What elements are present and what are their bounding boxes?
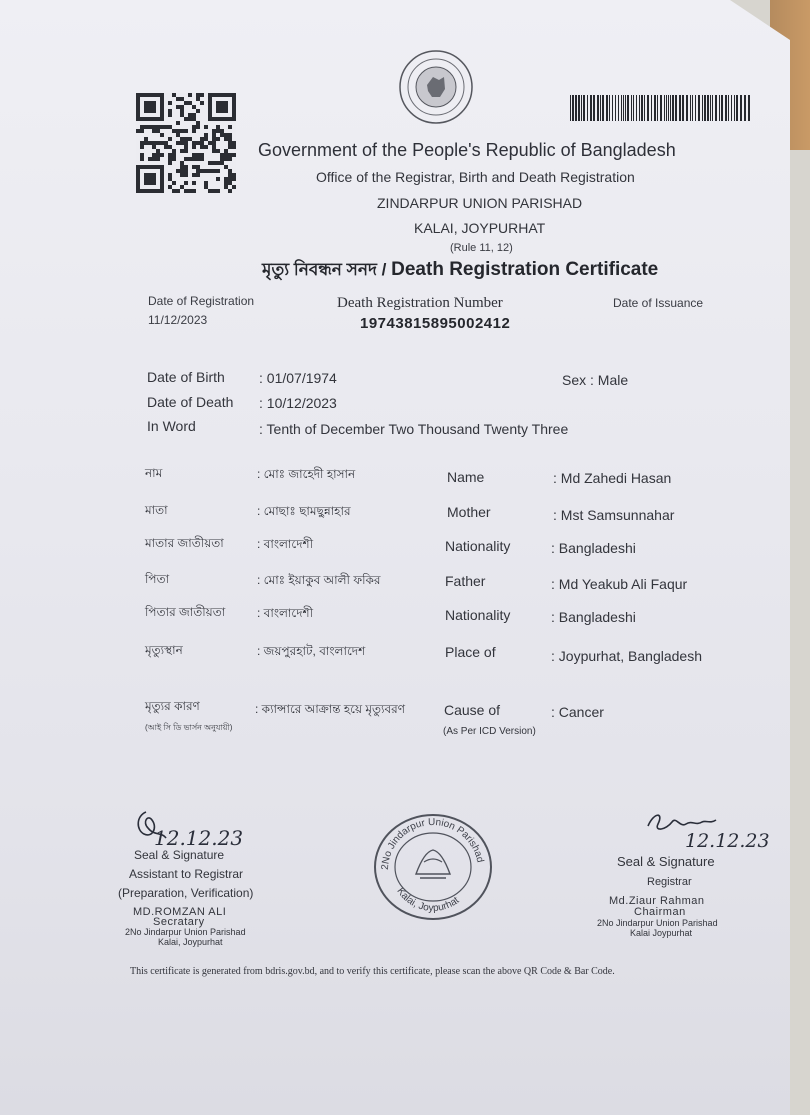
mother-en-label: Mother xyxy=(447,504,491,520)
government-heading: Government of the People's Republic of Bangladesh xyxy=(258,140,676,160)
dod-value: : 10/12/2023 xyxy=(259,395,337,411)
inword-label: In Word xyxy=(147,418,196,434)
office-heading: Office of the Registrar, Birth and Death Registration xyxy=(316,169,635,185)
svg-text:Kalai, Joypurhat xyxy=(394,886,461,914)
union-heading: ZINDARPUR UNION PARISHAD xyxy=(377,195,583,211)
government-emblem xyxy=(397,47,475,127)
cause-bn-note: (আই সি ডি ভার্সন অনুযায়ী) xyxy=(145,723,233,732)
mother-bn-value: : মোছাঃ ছামছুন্নাহার xyxy=(257,504,351,518)
name-bn-value: : মোঃ জাহেদী হাসান xyxy=(257,467,356,481)
mother-nationality-bn-value: : বাংলাদেশী xyxy=(257,537,314,551)
cause-en-value: : Cancer xyxy=(551,704,604,720)
father-bn-label: পিতা xyxy=(145,572,170,586)
father-nationality-en-value: : Bangladeshi xyxy=(551,609,636,625)
place-bn-value: : জয়পুরহাট, বাংলাদেশ xyxy=(257,644,366,658)
mother-nationality-bn-label: মাতার জাতীয়তা xyxy=(145,536,224,550)
left-signatory-org: 2No Jindarpur Union Parishad xyxy=(125,927,246,937)
certificate-title xyxy=(262,257,658,285)
dob-value: : 01/07/1974 xyxy=(259,370,337,386)
mother-nationality-en-value: : Bangladeshi xyxy=(551,540,636,556)
right-role: Registrar xyxy=(647,876,692,888)
mother-bn-label: মাতা xyxy=(145,503,168,517)
dob-label: Date of Birth xyxy=(147,369,225,385)
registration-date-label: Date of Registration xyxy=(148,294,255,308)
title-bengali: মৃত্যু নিবন্ধন সনদ / xyxy=(262,260,392,279)
left-handwritten-date: 12.12.23 xyxy=(154,826,244,850)
father-nationality-en-label: Nationality xyxy=(445,607,511,623)
registration-number-value: 19743815895002412 xyxy=(360,315,511,332)
mother-en-value: : Mst Samsunnahar xyxy=(553,507,675,523)
rule-reference: (Rule 11, 12) xyxy=(450,242,513,254)
left-role: Assistant to Registrar xyxy=(129,867,244,881)
right-signatory-designation: Chairman xyxy=(634,906,686,918)
right-signatory-name: Md.Ziaur Rahman xyxy=(609,895,705,907)
right-handwritten-date: 12.12.23 xyxy=(685,830,770,852)
left-role-note: (Preparation, Verification) xyxy=(118,886,254,900)
seal-bottom-text: Kalai, Joypurhat xyxy=(394,885,462,914)
left-signatory-place: Kalai, Joypurhat xyxy=(158,937,223,947)
right-signatory-org: 2No Jindarpur Union Parishad xyxy=(597,918,718,928)
barcode xyxy=(570,95,752,121)
left-seal-label: Seal & Signature xyxy=(134,848,225,862)
left-signatory-designation: Secratary xyxy=(153,916,205,928)
title-english: Death Registration Certificate xyxy=(391,259,659,280)
registration-number-label: Death Registration Number xyxy=(337,295,503,311)
right-signatory-place: Kalai Joypurhat xyxy=(630,928,693,938)
inword-value: : Tenth of December Two Thousand Twenty Three xyxy=(259,421,569,437)
cause-bn-value: : ক্যান্সারে আক্রান্ত হয়ে মৃত্যুবরণ xyxy=(255,702,406,716)
name-en-label: Name xyxy=(447,469,485,485)
father-bn-value: : মোঃ ইয়াকুব আলী ফকির xyxy=(257,573,381,587)
sex-value: Sex : Male xyxy=(562,372,629,388)
issuance-date-label: Date of Issuance xyxy=(613,296,704,310)
union-parishad-round-seal xyxy=(372,812,494,922)
father-nationality-bn-label: পিতার জাতীয়তা xyxy=(145,605,226,619)
father-en-value: : Md Yeakub Ali Faqur xyxy=(551,576,688,592)
cause-en-note: (As Per ICD Version) xyxy=(443,726,536,737)
place-en-label: Place of xyxy=(445,644,496,660)
right-seal-label: Seal & Signature xyxy=(617,854,715,869)
verification-footer-note: This certificate is generated from bdris.gov.bd, and to verify this certificate, please scan the above QR Code & Bar Code. xyxy=(130,966,615,977)
place-en-value: : Joypurhat, Bangladesh xyxy=(551,648,702,664)
mother-nationality-en-label: Nationality xyxy=(445,538,511,554)
place-bn-label: মৃত্যুস্থান xyxy=(145,643,183,657)
registration-date-value: 11/12/2023 xyxy=(148,313,208,327)
left-signatory-name: MD.ROMZAN ALI xyxy=(133,906,227,918)
name-en-value: : Md Zahedi Hasan xyxy=(553,470,672,486)
father-nationality-bn-value: : বাংলাদেশী xyxy=(257,606,314,620)
cause-en-label: Cause of xyxy=(444,702,501,718)
qr-code xyxy=(136,93,236,193)
seal-top-text: 2No Jindarpur Union Parishad xyxy=(379,816,486,871)
father-en-label: Father xyxy=(445,573,486,589)
location-heading: KALAI, JOYPURHAT xyxy=(414,220,546,236)
dod-label: Date of Death xyxy=(147,394,234,410)
name-bn-label: নাম xyxy=(145,466,163,480)
cause-bn-label: মৃত্যুর কারণ xyxy=(145,699,200,713)
